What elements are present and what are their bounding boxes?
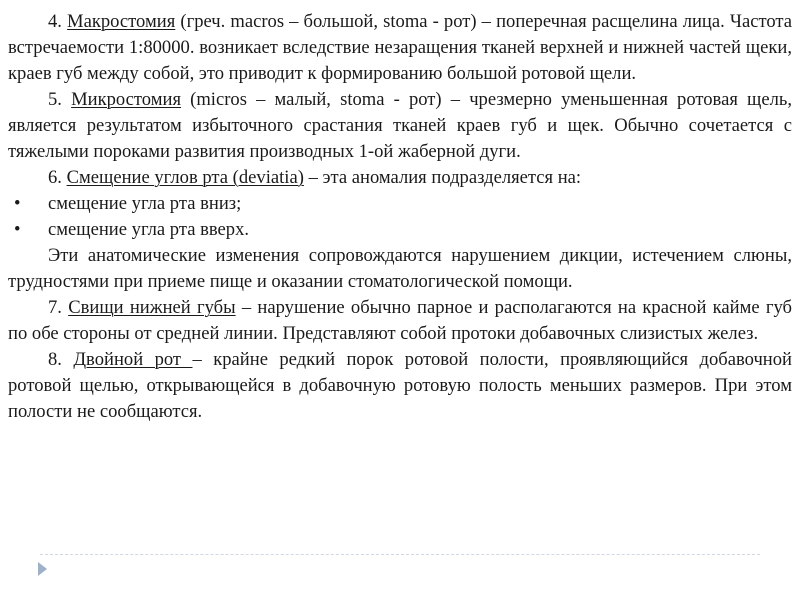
paragraph-microstomia (8, 87, 792, 165)
paragraph-text: (micros – малый, stoma - рот) – чрезмерно уменьшенная ротовая щель, является результатом избыточного срастания тканей краев губ и щек. Обычно сочетается с тяжелыми пороками развития производных 1-ой жаберной дуги. (8, 89, 793, 162)
bullet-icon: • (14, 193, 21, 214)
term-lip-fistula: Свищи нижней губы (68, 297, 236, 318)
term-double-mouth: Двойной рот (73, 349, 193, 370)
paragraph-lip-fistula (8, 295, 792, 347)
paragraph-note: Эти анатомические изменения сопровождаются нарушением дикции, истечением слюны, трудностями при приеме пище и оказании стоматологической помощи. (8, 245, 792, 292)
term-microstomia: Микростомия (71, 89, 182, 110)
paragraph-text: – эта аномалия подразделяется на: (303, 167, 582, 188)
bullet-icon: • (14, 219, 21, 240)
footer-divider (40, 554, 760, 555)
term-mouth-corner-shift: Смещение углов рта (deviatia) (66, 167, 304, 188)
item-number: 6. (48, 167, 67, 188)
bullet-item (8, 191, 792, 217)
paragraph-text: – крайне редкий порок ротовой полости, проявляющийся добавочной ротовой щелью, открывающейся в добавочную ротовую полость меньших размеров. При этом полости не сообщаются. (8, 349, 792, 422)
paragraph-mouth-corner-shift (8, 165, 792, 191)
term-macrostomia: Макростомия (67, 11, 176, 32)
item-number: 7. (48, 297, 69, 318)
document-body (8, 9, 792, 425)
paragraph-text: (греч. macros – большой, stoma - рот) – поперечная расщелина лица. Частота встречаемости 1:80000. возникает вследствие незаращения тканей верхней и нижней частей щеки, краев губ между собой, это приводит к формированию большой ротовой щели. (8, 11, 793, 84)
bullet-item (8, 217, 792, 243)
item-number: 5. (48, 89, 72, 110)
bullet-text: смещение угла рта вверх. (48, 219, 250, 240)
next-slide-arrow-icon[interactable] (38, 562, 47, 576)
paragraph-text: – нарушение обычно парное и располагаются на красной кайме губ по обе стороны от средней линии. Представляют собой протоки добавочных слизистых желез. (8, 297, 792, 344)
item-number: 8. (48, 349, 74, 370)
item-number: 4. (48, 11, 68, 32)
paragraph-macrostomia (8, 9, 792, 87)
bullet-text: смещение угла рта вниз; (48, 193, 242, 214)
paragraph-double-mouth (8, 347, 792, 425)
